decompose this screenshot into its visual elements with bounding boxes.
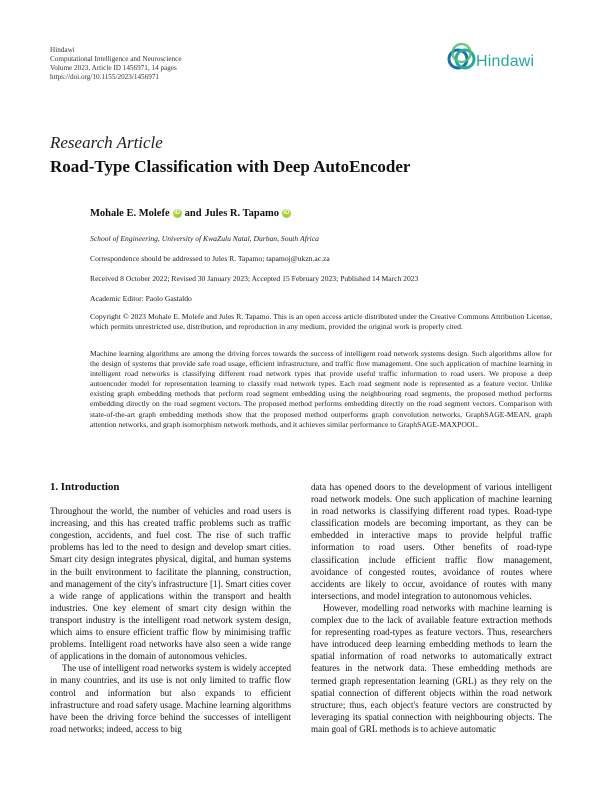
paragraph: However, modelling road networks with machine learning is complex due to the lack of available feature extraction methods for representing road-types as feature vectors. Thus, researchers have introduced deep learning embedding methods to learn the spatial information of road networks to automatically extract features in the network data. These embedding methods are termed graph representation learning (GRL) as they rely on the spatial connection of different objects within the road network structure; thus, each object's feature vectors are constructed by leveraging its spatial connection with neighbouring objects. The main goal of GRL methods is to achieve automatic (311, 602, 552, 734)
orcid-icon[interactable]: iD (174, 210, 181, 216)
author-name: Mohale E. Molefe (90, 208, 170, 219)
publisher-name: Hindawi (50, 46, 75, 54)
correspondence: Correspondence should be addressed to Jules R. Tapamo; tapamoj@ukzn.ac.za (90, 254, 330, 263)
publication-dates: Received 8 October 2022; Revised 30 January 2023; Accepted 15 February 2023; Published 14 March 2023 (90, 274, 419, 283)
paper-title: Road-Type Classification with Deep AutoEncoder (50, 157, 411, 176)
abstract: Machine learning algorithms are among the driving forces towards the success of intelligent road network systems design. Such algorithms allow for the design of systems that provide safe road usage, efficient infrastructure, and traffic flow management. One such application of machine learning in intelligent road networks is classifying different road network types that provide useful traffic information to road users. We propose a deep autoencoder model for representation learning to classify road network types. Each road segment node is represented as a feature vector. Unlike existing graph embedding methods that perform road segment embedding using the neighbouring road segments, the proposed method performs embedding directly on the road segment vectors. The proposed method performs embedding directly on the road segment vectors. Comparison with state-of-the-art graph embedding methods show that the proposed method outperforms graph convolution networks, GraphSAGE-MEAN, graph attention networks, and graph isomorphism network methods, and it achieves similar performance to GraphSAGE-MAXPOOL. (90, 349, 552, 429)
right-column (311, 481, 552, 735)
author-conjunction: and (184, 208, 202, 219)
copyright-notice: Copyright © 2023 Mohale E. Molefe and Jules R. Tapamo. This is an open access article distributed under the Creative Commons Attribution License, which permits unrestricted use, distribution, and reproduction in any medium, provided the original work is properly cited. (90, 312, 552, 331)
affiliation: School of Engineering, University of KwaZulu Natal, Durban, South Africa (90, 234, 319, 243)
journal-name: Computational Intelligence and Neuroscience (50, 55, 182, 63)
academic-editor: Academic Editor: Paolo Gastaldo (90, 294, 192, 303)
article-type: Research Article (50, 133, 163, 152)
section-heading: 1. Introduction (50, 481, 120, 493)
author-list (90, 208, 291, 219)
logo-wordmark: Hindawi (476, 53, 535, 70)
paragraph: data has opened doors to the development of various intelligent road network models. One such application of machine learning in road networks is classifying different road types. Road-type classification models are becoming important, as they can be embedded in interactive maps to provide helpful traffic information to road users. Other benefits of road-type classification include efficient traffic flow management, avoidance of congested routes, avoidance of routes where accidents are likely to occur, avoidance of routes with many intersections, and model integration to autonomous vehicles. (311, 482, 552, 601)
paragraph: Throughout the world, the number of vehicles and road users is increasing, and this has created traffic problems such as traffic congestion, accidents, and fuel cost. The rise of such traffic problems has led to the need to design and develop smart cities. Smart city design integrates physical, digital, and human systems in the built environment to facilitate the planning, construction, and management of the city's infrastructure [1]. Smart cities cover a wide range of applications within the transport and health industries. One key element of smart city design within the transport industry is the intelligent road network system design, which aims to ensure efficient traffic flow by minimising traffic problems. Intelligent road networks have also seen a wide range of applications in the domain of autonomous vehicles. (50, 506, 291, 662)
paragraph: The use of intelligent road networks system is widely accepted in many countries, and its use is not only limited to traffic flow control and information but also expands to efficient infrastructure and road safety usage. Machine learning algorithms have been the driving force behind the successes of intelligent road networks; indeed, access to big (50, 663, 291, 734)
author-name: Jules R. Tapamo (204, 208, 279, 219)
left-column (50, 481, 291, 735)
orcid-icon[interactable]: iD (283, 210, 290, 216)
doi-link[interactable]: https://doi.org/10.1155/2023/1456971 (50, 73, 160, 81)
volume-info: Volume 2023, Article ID 1456971, 14 pages (50, 64, 177, 72)
journal-meta (50, 46, 182, 82)
